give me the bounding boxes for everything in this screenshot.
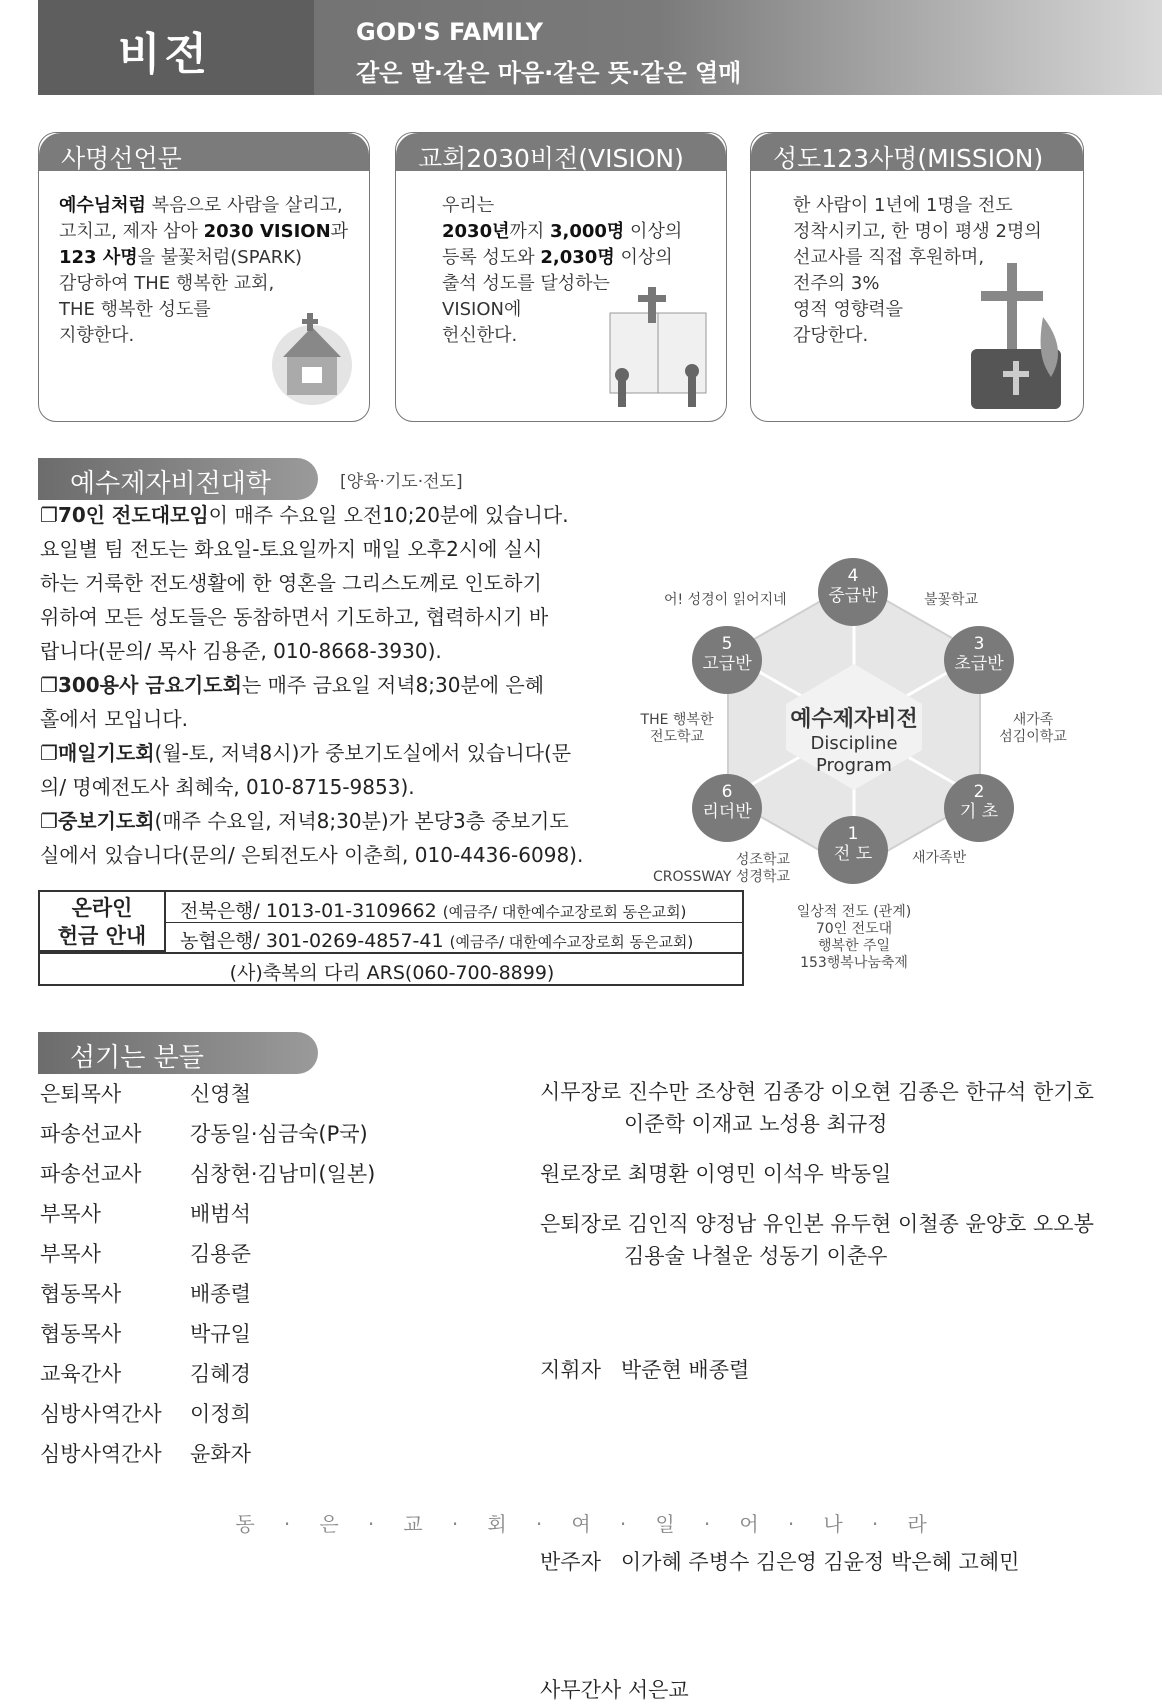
church-illustration-icon [257, 295, 367, 415]
list-item: 교육간사 김혜경 [40, 1362, 251, 1386]
vision-2030-tab: 교회2030비전(VISION) [396, 133, 726, 171]
elders-list [540, 1076, 1100, 1706]
offering-bank-2: 농협은행/ 301-0269-4857-41 (예금주/ 대한예수교장로회 동은교회) [180, 930, 694, 952]
list-item: 은퇴장로 김인직 양정남 유인본 유두현 이철종 윤양호 오오봉 김용술 나철운 성동기 이춘우 [540, 1212, 1094, 1268]
mission-statement-tab: 사명선언문 [39, 133, 369, 171]
list-item: 파송선교사 심창현·김남미(일본) [40, 1162, 376, 1186]
mission-123-tab: 성도123사명(MISSION) [751, 133, 1083, 171]
header-korean-motto: 같은 말·같은 마음·같은 뜻·같은 열매 [356, 59, 742, 87]
label-evangelism-school: THE 행복한 전도학교 [640, 712, 714, 745]
label-spark-school: 불꽃학교 [924, 592, 979, 608]
discipline-program-diagram [640, 552, 1080, 982]
list-item: 협동목사 배종렬 [40, 1282, 251, 1306]
header-english-motto: GOD'S FAMILY [356, 18, 543, 46]
list-item: 지휘자 박준현 배종렬 [540, 1358, 750, 1382]
list-item: 부목사 배범석 [40, 1202, 251, 1226]
label-bible-reading: 어! 성경이 읽어지네 [664, 592, 787, 608]
list-item: 사무간사 서은교 [540, 1678, 689, 1702]
mission-statement-box [38, 132, 370, 422]
label-newcomer-class: 새가족반 [912, 850, 967, 866]
mission-123-box [750, 132, 1084, 422]
node-intermediate: 4 중급반 [818, 558, 888, 626]
node-advanced: 5 고급반 [692, 626, 762, 694]
cross-bible-flame-icon [959, 257, 1077, 417]
mission-statement-text: 예수님처럼 복음으로 사람을 살리고, 고치고, 제자 삼아 2030 VISION과 123 사명을 불꽃처럼(SPARK) 감당하여 THE 행복한 교회, THE 행복한 성도를 지향한다. [59, 195, 349, 346]
university-announcements: ❐70인 전도대모임이 매주 수요일 오전10;20분에 있습니다. 요일별 팀 전도는 화요일-토요일까지 매일 오후2시에 실시 하는 거룩한 전도생활에 한 영혼을 그리스도께로 인도하기 위하여 모든 성도들은 동참하면서 기도하고, 협력하시기 바 랍니다(문의/ 목사 김용준, 010-8668-3930). ❐300용사 금요기도회는 매주 금요일 저녁8;30분에 은혜 홀에서 모입니다. ❐매일기도회(월-토, 저녁8시)가 중보기도실에서 있습니다(문 의/ 명예전도사 최혜숙, 010-8715-9853). ❐중보기도회(매주 수요일, 저녁8;30분)가 본당3층 중보기도 실에서 있습니다(문의/ 은퇴전도사 이춘희, 010-4436-6098). [40, 503, 584, 867]
university-subtitle: [양육·기도·전도] [340, 472, 463, 492]
node-beginner: 3 초급반 [944, 626, 1014, 694]
vision-2030-box [395, 132, 727, 422]
offering-ars: (사)축복의 다리 ARS(060-700-8899) [229, 962, 555, 984]
vision-2030-text: 우리는 2030년까지 3,000명 이상의 등록 성도와 2,030명 이상의 출석 성도를 달성하는 VISION에 헌신한다. [442, 195, 683, 346]
label-daily-evangelism: 일상적 전도 (관계) 70인 전도대 행복한 주일 153행복나눔축제 [796, 904, 912, 971]
node-evangelism: 1 전 도 [818, 816, 888, 884]
mission-123-text: 한 사람이 1년에 1명을 전도 정착시키고, 한 명이 평생 2명의 선교사를 직접 후원하며, 전주의 3% 영적 영향력을 감당한다. [793, 195, 1042, 346]
open-bible-cross-icon [596, 283, 716, 411]
page-title: 비전 [118, 29, 212, 80]
list-item: 심방사역간사 윤화자 [40, 1442, 251, 1466]
offering-bank-1: 전북은행/ 1013-01-3109662 (예금주/ 대한예수교장로회 동은교회) [180, 900, 687, 922]
list-item: 파송선교사 강동일·심금숙(P국) [40, 1122, 368, 1146]
list-item: 원로장로 최명환 이영민 이석우 박동일 [540, 1162, 892, 1186]
diagram-center-label: 예수제자비전 Discipline Program [790, 707, 918, 776]
list-item: 심방사역간사 이정희 [40, 1402, 251, 1426]
servants-section-tab: 섬기는 분들 [38, 1032, 318, 1074]
label-newcomer-service: 새가족 섬김이학교 [999, 712, 1067, 745]
list-item: 부목사 김용준 [40, 1242, 251, 1266]
list-item: 반주자 이가혜 주병수 김은영 김윤정 박은혜 고혜민 [540, 1550, 1020, 1574]
label-crossway-school: 성조학교 CROSSWAY 성경학교 [653, 852, 790, 885]
online-offering-table [38, 890, 744, 986]
university-section-tab: 예수제자비전대학 [38, 458, 318, 500]
list-item: 협동목사 박규일 [40, 1322, 251, 1346]
node-leader: 6 리더반 [692, 774, 762, 842]
footer-motto: 동 · 은 · 교 · 회 · 여 · 일 · 어 · 나 · 라 [235, 1512, 927, 1536]
list-item: 은퇴목사 신영철 [40, 1082, 251, 1106]
list-item: 시무장로 진수만 조상현 김종강 이오현 김종은 한규석 한기호 이준학 이재교 노성용 최규정 [540, 1080, 1094, 1136]
offering-label: 온라인 헌금 안내 [40, 892, 166, 952]
staff-list [40, 1078, 520, 1478]
node-basic: 2 기 초 [944, 774, 1014, 842]
